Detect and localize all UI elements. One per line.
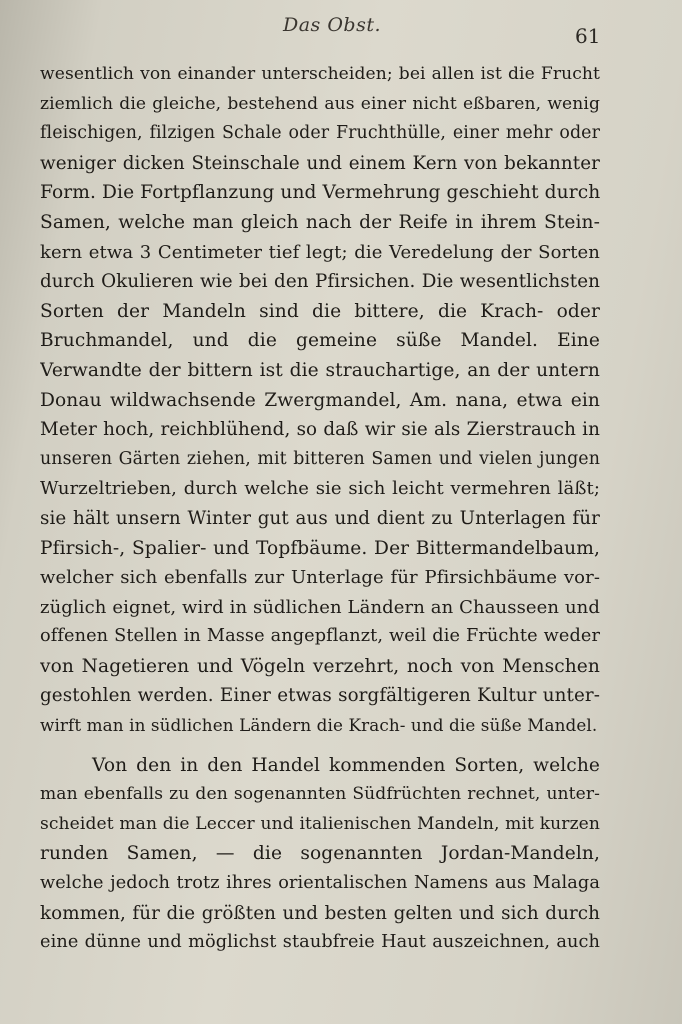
- text-line: offenen Stellen in Masse angepflanzt, weil die Früchte weder: [40, 626, 600, 647]
- text-line: von Nagetieren und Vögeln verzehrt, noch von Menschen: [40, 655, 600, 677]
- text-line: kommen, für die größten und besten gelten und sich durch: [40, 902, 600, 924]
- text-line: man ebenfalls zu den sogenannten Südfrüchten rechnet, unter-: [40, 784, 600, 805]
- text-line: wirft man in südlichen Ländern die Krach- und die süße Mandel.: [40, 715, 598, 736]
- text-line: Bruchmandel, und die gemeine süße Mandel. Eine: [40, 330, 600, 352]
- text-line: welcher sich ebenfalls zur Unterlage für Pfirsichbäume vor-: [40, 567, 600, 589]
- paragraph-1: [40, 60, 600, 741]
- page-number: 61: [575, 24, 601, 48]
- paragraph-spacer: [40, 741, 600, 751]
- text-line: runden Samen, — die sogenannten Jordan-Mandeln,: [40, 843, 600, 865]
- text-line: Form. Die Fortpflanzung und Vermehrung geschieht durch: [40, 182, 600, 204]
- text-line: unseren Gärten ziehen, mit bitteren Samen und vielen jungen: [40, 448, 600, 469]
- body-text: [40, 60, 600, 958]
- text-line: durch Okulieren wie bei den Pfirsichen. Die wesentlichsten: [40, 271, 600, 293]
- text-line: Wurzeltrieben, durch welche sie sich leicht vermehren läßt;: [40, 478, 600, 500]
- text-line: fleischigen, filzigen Schale oder Fruchthülle, einer mehr oder: [40, 123, 600, 144]
- text-line: scheidet man die Leccer und italienischen Mandeln, mit kurzen: [40, 813, 600, 834]
- paragraph-2: [40, 751, 600, 958]
- text-line: sie hält unsern Winter gut aus und dient zu Unterlagen für: [40, 507, 600, 529]
- text-line: Meter hoch, reichblühend, so daß wir sie als Zierstrauch in: [40, 419, 600, 441]
- text-line: Donau wildwachsende Zwergmandel, Am. nana, etwa ein: [40, 389, 600, 411]
- text-line: Pfirsich-, Spalier- und Topfbäume. Der Bittermandelbaum,: [40, 537, 600, 559]
- text-line: ziemlich die gleiche, bestehend aus einer nicht eßbaren, wenig: [40, 93, 600, 114]
- text-line: Verwandte der bittern ist die strauchartige, an der untern: [40, 359, 600, 381]
- text-line: welche jedoch trotz ihres orientalischen Namens aus Malaga: [40, 873, 600, 894]
- text-line: kern etwa 3 Centimeter tief legt; die Veredelung der Sorten: [40, 241, 600, 263]
- text-line: gestohlen werden. Einer etwas sorgfältigeren Kultur unter-: [40, 685, 600, 707]
- text-line: eine dünne und möglichst staubfreie Haut auszeichnen, auch: [40, 932, 600, 953]
- running-title: Das Obst.: [283, 14, 382, 36]
- text-line: züglich eignet, wird in südlichen Ländern an Chausseen und: [40, 596, 600, 618]
- text-line: wesentlich von einander unterscheiden; bei allen ist die Frucht: [40, 64, 600, 84]
- text-line: Samen, welche man gleich nach der Reife in ihrem Stein-: [40, 211, 600, 233]
- text-line: Von den in den Handel kommenden Sorten, welche: [92, 754, 600, 776]
- page-header: [0, 14, 682, 48]
- text-line: Sorten der Mandeln sind die bittere, die Krach- oder: [40, 300, 600, 322]
- text-line: weniger dicken Steinschale und einem Kern von bekannter: [40, 152, 600, 174]
